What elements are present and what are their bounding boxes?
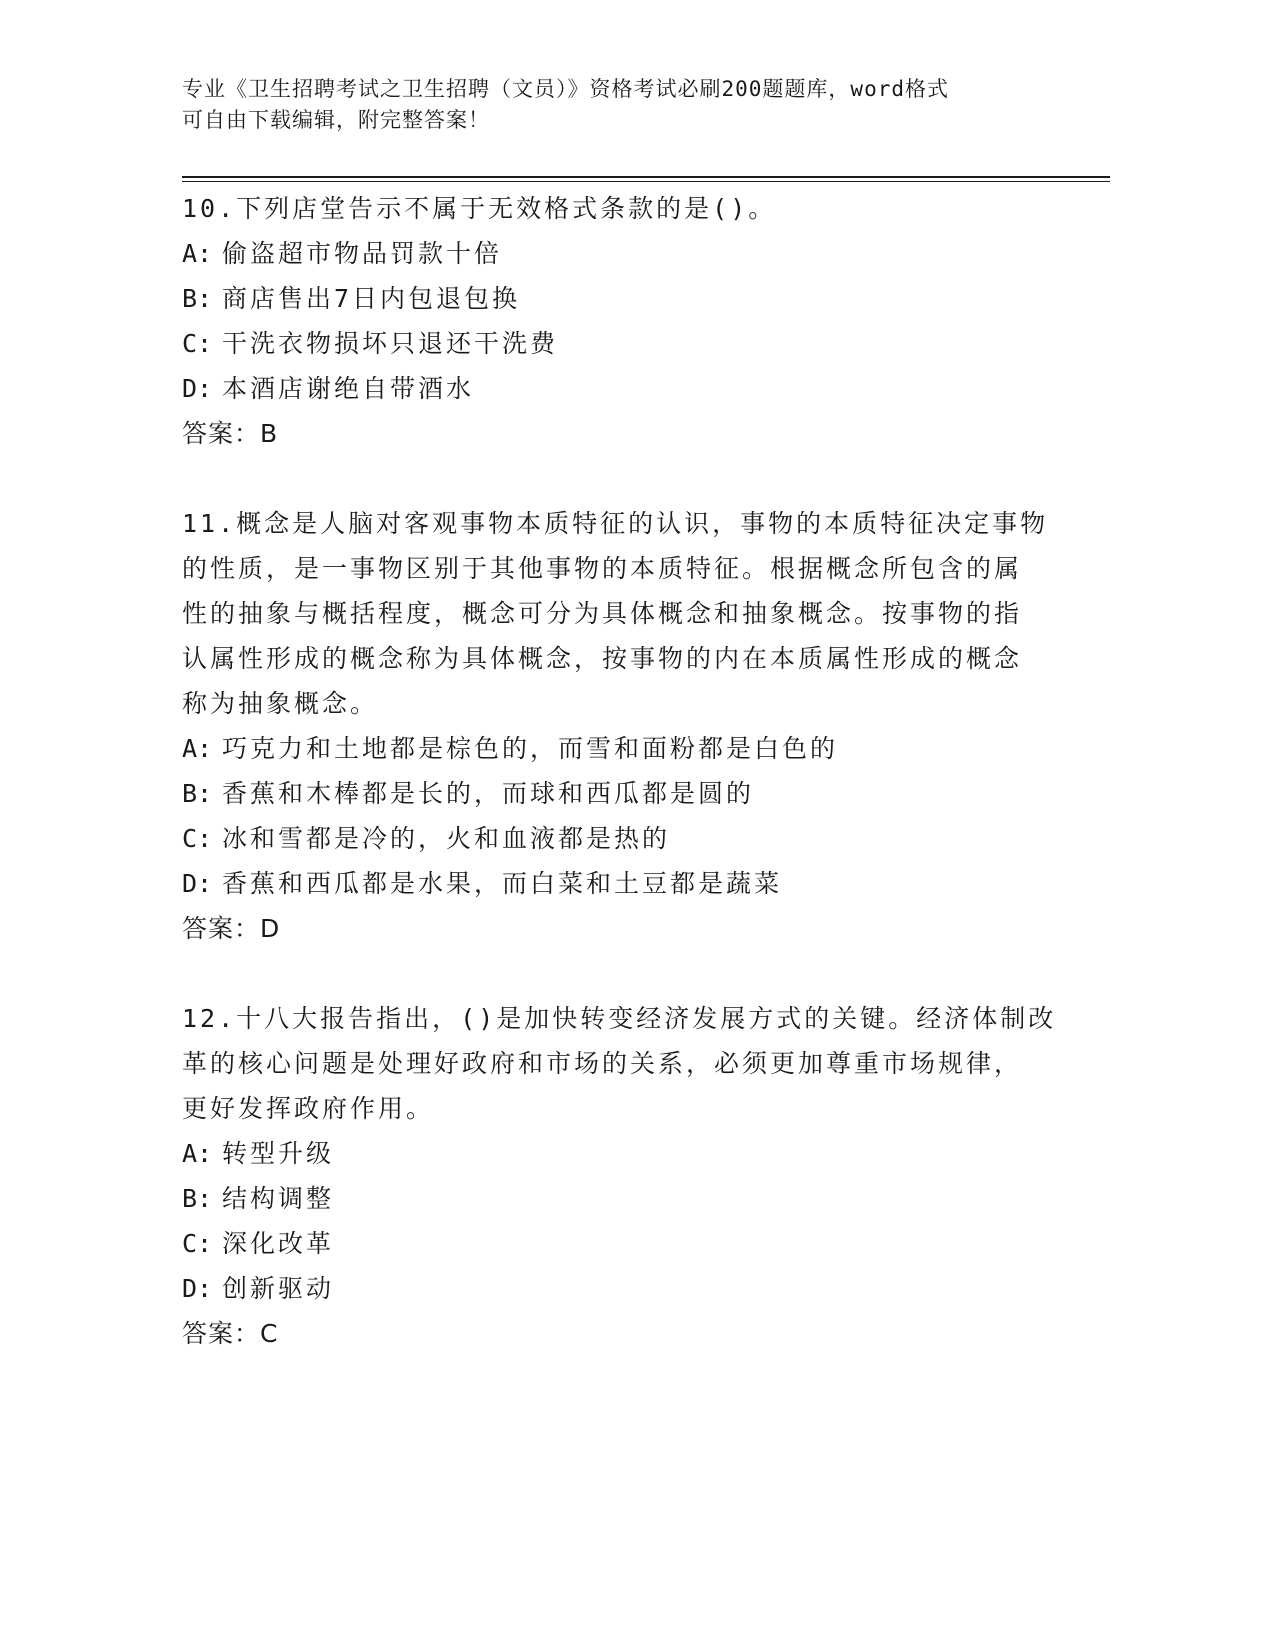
option-text: 转型升级 [222, 1139, 335, 1168]
answer-text: 答案：B [182, 419, 279, 448]
option-label: C: [182, 824, 213, 853]
option-a [182, 726, 1082, 771]
option-label: D: [182, 869, 213, 898]
option-text: 偷盗超市物品罚款十倍 [222, 239, 503, 268]
option-label: A: [182, 239, 213, 268]
question-12 [182, 996, 1082, 1356]
option-label: B: [182, 284, 213, 313]
option-c [182, 816, 1082, 861]
document-header [182, 74, 1042, 136]
option-b [182, 1176, 1082, 1221]
question-text: 10.下列店堂告示不属于无效格式条款的是()。 [182, 194, 777, 223]
question-text: 12.十八大报告指出，()是加快转变经济发展方式的关键。经济体制改 [182, 1004, 1057, 1033]
option-label: C: [182, 329, 213, 358]
option-b [182, 771, 1082, 816]
header-divider-thin [182, 181, 1110, 182]
question-text: 更好发挥政府作用。 [182, 1094, 435, 1123]
header-divider-thick [182, 176, 1110, 178]
option-text: 深化改革 [222, 1229, 335, 1258]
option-label: A: [182, 1139, 213, 1168]
option-label: B: [182, 1184, 213, 1213]
question-11 [182, 501, 1082, 951]
option-text: 香蕉和西瓜都是水果，而白菜和土豆都是蔬菜 [222, 869, 783, 898]
option-a [182, 231, 1082, 276]
option-a [182, 1131, 1082, 1176]
option-text: 干洗衣物损坏只退还干洗费 [222, 329, 559, 358]
option-d [182, 861, 1082, 906]
question-list [182, 186, 1082, 1401]
question-text: 11.概念是人脑对客观事物本质特征的认识，事物的本质特征决定事物 [182, 509, 1049, 538]
question-text: 的性质，是一事物区别于其他事物的本质特征。根据概念所包含的属 [182, 554, 1023, 583]
option-text: 冰和雪都是冷的，火和血液都是热的 [222, 824, 671, 853]
option-text: 本酒店谢绝自带酒水 [222, 374, 475, 403]
option-text: 结构调整 [222, 1184, 335, 1213]
option-label: D: [182, 1274, 213, 1303]
question-text: 革的核心问题是处理好政府和市场的关系，必须更加尊重市场规律， [182, 1049, 1023, 1078]
option-label: B: [182, 779, 213, 808]
question-10 [182, 186, 1082, 456]
option-c [182, 1221, 1082, 1266]
option-d [182, 1266, 1082, 1311]
option-text: 创新驱动 [222, 1274, 335, 1303]
option-label: A: [182, 734, 213, 763]
header-line-1: 专业《卫生招聘考试之卫生招聘（文员）》资格考试必刷200题题库，word格式 [182, 77, 949, 101]
option-label: D: [182, 374, 213, 403]
answer-text: 答案：C [182, 1319, 279, 1348]
question-text: 称为抽象概念。 [182, 689, 379, 718]
option-text: 香蕉和木棒都是长的，而球和西瓜都是圆的 [222, 779, 755, 808]
question-text: 性的抽象与概括程度，概念可分为具体概念和抽象概念。按事物的指 [182, 599, 1023, 628]
option-text: 商店售出7日内包退包换 [222, 284, 521, 313]
answer-text: 答案：D [182, 914, 281, 943]
option-c [182, 321, 1082, 366]
option-text: 巧克力和土地都是棕色的，而雪和面粉都是白色的 [222, 734, 839, 763]
option-b [182, 276, 1082, 321]
question-text: 认属性形成的概念称为具体概念，按事物的内在本质属性形成的概念 [182, 644, 1023, 673]
option-d [182, 366, 1082, 411]
option-label: C: [182, 1229, 213, 1258]
header-line-2: 可自由下载编辑，附完整答案！ [182, 108, 490, 132]
